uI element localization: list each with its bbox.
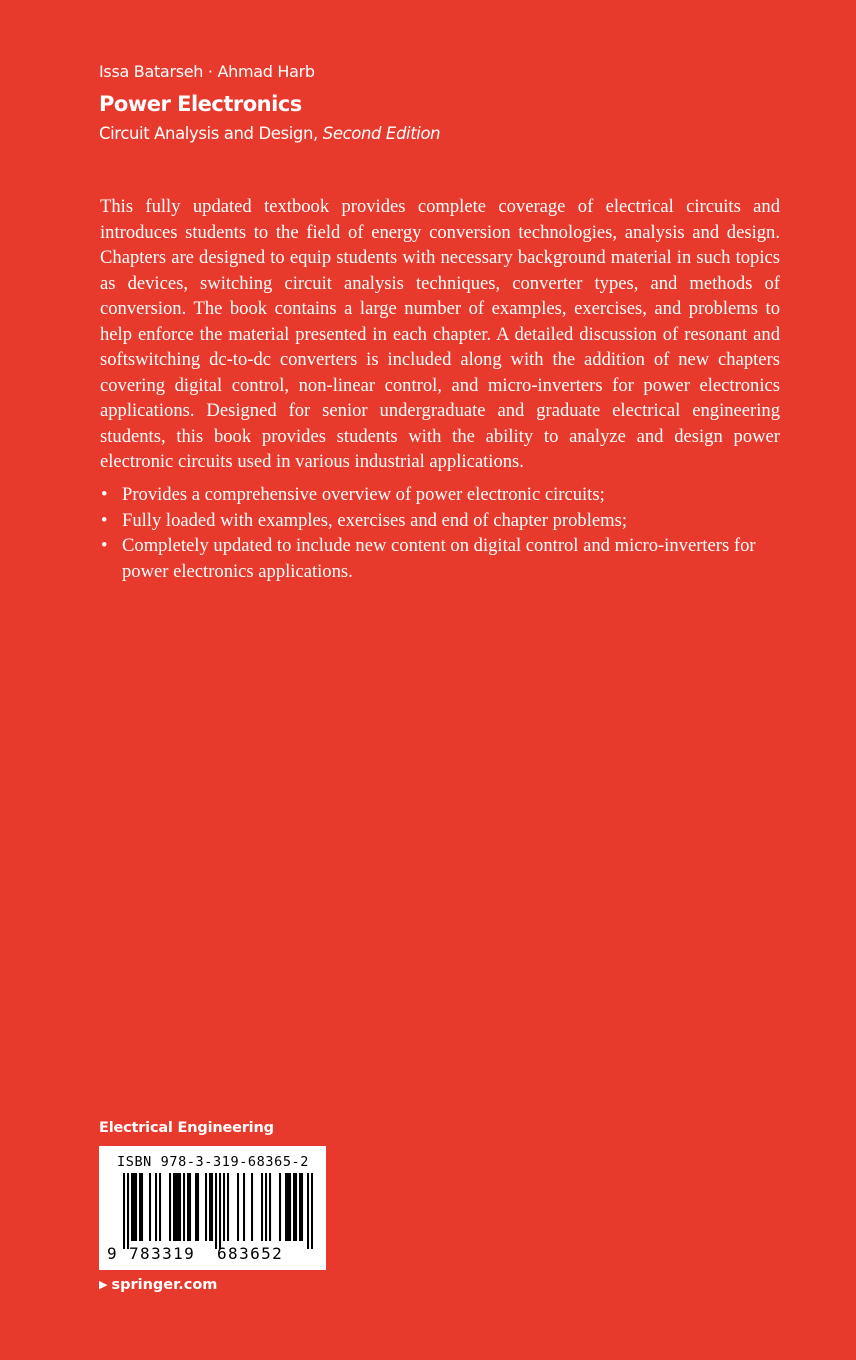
barcode-bar (299, 1173, 301, 1241)
barcode-bar (195, 1173, 197, 1241)
barcode-bar (159, 1173, 161, 1241)
description-paragraph: This fully updated textbook provides complete coverage of electrical circuits and introduces students to the field of energy conversion technologies, analysis and design. Chapters are designed to equip students with necessary background material in such topics as devices, switching circuit analysis techniques, converter types, and methods of conversion. The book contains a large number of examples, exercises, and problems to help enforce the material presented in each chapter. A detailed discussion of resonant and softswitching dc-to-dc converters is included along with the addition of new chapters covering digital control, non-linear control, and micro-inverters for power electronics applications. Designed for senior undergraduate and graduate electrical engineering students, this book provides students with the ability to analyze and design power electronic circuits used in various industrial applications. (100, 196, 780, 472)
barcode-bar (295, 1173, 297, 1241)
barcode-bar (265, 1173, 267, 1241)
isbn-label: ISBN 978-3-319-68365-2 (117, 1154, 310, 1170)
feature-text: Completely updated to include new content on digital control and micro-inverters for power electronics applications. (122, 535, 756, 582)
book-subtitle (99, 124, 440, 143)
barcode-bar (131, 1173, 133, 1241)
isbn-barcode (99, 1146, 326, 1270)
barcode-bar (285, 1173, 287, 1241)
barcode-bar (169, 1173, 171, 1241)
barcode-bar (179, 1173, 181, 1241)
barcode-bar (243, 1173, 245, 1241)
barcode-bar (209, 1173, 211, 1241)
barcode-bar (177, 1173, 179, 1241)
barcode-bar (215, 1173, 217, 1249)
barcode-bar (187, 1173, 189, 1241)
barcode-bar (211, 1173, 213, 1241)
barcode-bar (197, 1173, 199, 1241)
barcode-bar (127, 1173, 129, 1249)
barcode-bar (287, 1173, 289, 1241)
barcode-bar (141, 1173, 143, 1241)
barcode-bar (133, 1173, 135, 1241)
publisher-url: springer.com (111, 1277, 218, 1293)
barcode-bar (175, 1173, 177, 1241)
arrow-icon: ▶ (99, 1278, 108, 1291)
barcode-bar (269, 1173, 271, 1241)
barcode-bar (227, 1173, 229, 1241)
barcode-bar (189, 1173, 191, 1241)
feature-item (100, 508, 760, 534)
barcode-bar (237, 1173, 239, 1241)
book-title: Power Electronics (99, 92, 302, 116)
barcode-left-digits: 783319 (129, 1244, 196, 1263)
barcode-bar (135, 1173, 137, 1241)
barcode-bar (173, 1173, 175, 1241)
barcode-bar (149, 1173, 151, 1241)
barcode-bars (123, 1173, 313, 1249)
subtitle-main: Circuit Analysis and Design, (99, 124, 318, 143)
feature-text: Provides a comprehensive overview of power electronic circuits; (122, 484, 605, 505)
feature-list (100, 482, 760, 584)
bullet-icon: • (101, 509, 108, 531)
barcode-bar (311, 1173, 313, 1249)
barcode-bar (183, 1173, 185, 1241)
barcode-bar (293, 1173, 295, 1241)
barcode-bar (261, 1173, 263, 1241)
barcode-bar (289, 1173, 291, 1241)
barcode-bar (123, 1173, 125, 1249)
barcode-first-digit: 9 (107, 1244, 117, 1263)
barcode-bar (139, 1173, 141, 1241)
barcode-right-digits: 683652 (217, 1244, 284, 1263)
feature-item (100, 533, 760, 584)
publisher-link[interactable] (99, 1277, 217, 1293)
barcode-bar (301, 1173, 303, 1241)
barcode-bar (219, 1173, 221, 1249)
barcode-bar (223, 1173, 225, 1241)
barcode-bar (279, 1173, 281, 1241)
feature-item (100, 482, 760, 508)
edition-label: Second Edition (322, 124, 441, 143)
barcode-bar (307, 1173, 309, 1249)
bullet-icon: • (101, 484, 108, 505)
barcode-bar (155, 1173, 157, 1241)
barcode-bar (205, 1173, 207, 1241)
bullet-icon: • (101, 535, 108, 556)
authors: Issa Batarseh · Ahmad Harb (99, 62, 315, 81)
feature-text: Fully loaded with examples, exercises and end of chapter problems; (122, 509, 627, 531)
barcode-bar (251, 1173, 253, 1241)
subject-category: Electrical Engineering (99, 1120, 274, 1136)
